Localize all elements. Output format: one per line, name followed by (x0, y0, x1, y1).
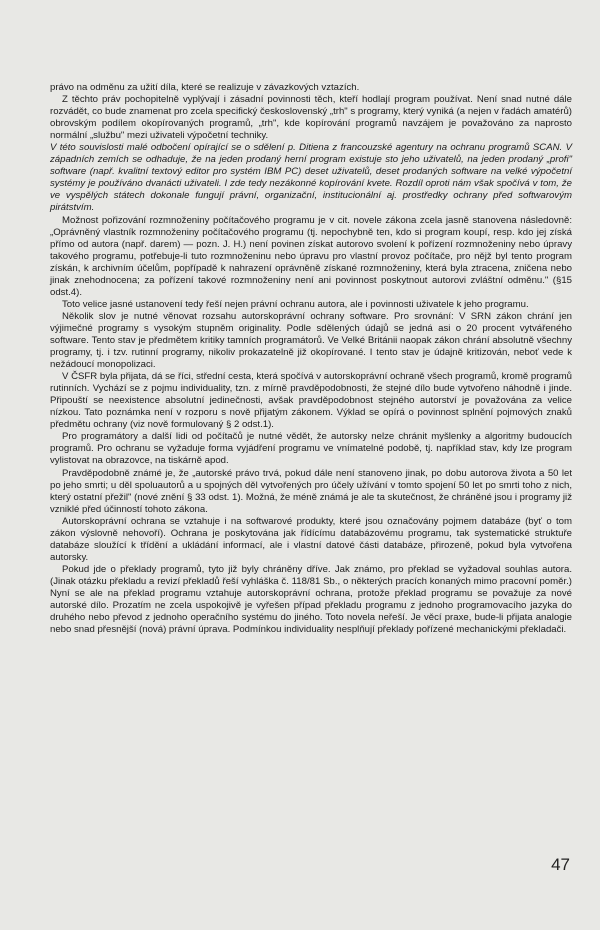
paragraph-4: Možnost pořizování rozmnoženiny počítačového programu je v cit. novele zákona zcela jasně stanovena následovně: „Oprávněný vlastník rozmnoženiny počítačového programu (tj. nepochybně ten, kdo si program koupí, resp. kdo jej získá přímo od autora (např. darem) — pozn. J. H.) není povinen získat autorovo svolení k pořízení rozmnoženiny nebo úpravy takového programu, potřebuje-li tuto rozmnoženinu nebo úpravu pro vlastní provoz počítače, pro nějž byl tento program získán, k archivním účelům, popřípadě k nahrazení oprávněně získané rozmnoženiny, která byla ztracena, zničena nebo jinak znehodnocena; za pořízení takové rozmnoženiny není ani povinnost poskytnout autorovi zvláštní odměnu." (§15 odst.4). (50, 214, 572, 298)
paragraph-11: Pokud jde o překlady programů, tyto již byly chráněny dříve. Jak známo, pro překlad se vyžadoval souhlas autora. (Jinak otázku překladu a revizí překladů řeší vyhláška č. 118/81 Sb., o některých pracích konaných mimo pracovní poměr.) Nyní se ale na překlad programu vztahuje autorskoprávní ochrana, protože překlad programu se považuje za nové autorské dílo. Prozatím ne zcela uspokojivě je vyřešen případ překladu programu z jednoho programovacího jazyka do druhého nebo převod z jednoho operačního systému do jiného. Toto novela neřeší. Je věcí praxe, bude-li přijata analogie nebo snad přesnější (nová) právní úprava. Podmínkou individuality nesplňují překlady pořízené mechanickými překladači. (50, 563, 572, 636)
paragraph-6: Několik slov je nutné věnovat rozsahu autorskoprávní ochrany software. Pro srovnání: V SRN zákon chrání jen výjimečné programy s vysokým stupněm originality. Podle sdělených údajů se jedná asi o 20 procent vytvářeného software. Tento stav je předmětem kritiky tamních programátorů. Ve Velké Británii naopak zákon chrání absolutně všechny programy, tj. i tzv. rutinní programy, nikoliv prokazatelně již okopírované. I tento stav je údajně kritizován, neboť vede k nežádoucí monopolizaci. (50, 310, 572, 371)
paragraph-8: Pro programátory a další lidi od počítačů je nutné vědět, že autorsky nelze chránit myšlenky a algoritmy budoucích programů. Pro ochranu se vyžaduje forma vyjádření programu ve vnímatelné podobě, tj. například stav, kdy lze program vylistovat na obrazovce, na tiskárně apod. (50, 431, 572, 467)
page-number: 47 (551, 855, 570, 874)
paragraph-5: Toto velice jasné ustanovení tedy řeší nejen právní ochranu autora, ale i povinnosti uživatele k jeho programu. (62, 298, 529, 310)
paragraph-1: právo na odměnu za užití díla, které se realizuje v závazkových vztazích. (50, 82, 360, 93)
paragraph-7: V ČSFR byla přijata, dá se říci, střední cesta, která spočívá v autorskoprávní ochraně všech programů, kromě programů rutinních. Vychází se z pojmu individuality, tzn. z mírně pravděpodobnosti, že stejné dílo bude vytvořeno náhodně i jinde. Připouští se neexistence absolutní jedinečnosti, avšak pravděpodobnost stejného autorství je považována za velice nízkou. Tato poznámka není v rozporu s nově přijatým zákonem. Výklad se opírá o povinnost splnění pojmových znaků předmětu ochrany (viz nově formulovaný § 2 odst.1). (50, 371, 572, 431)
paragraph-2: Z těchto práv pochopitelně vyplývají i zásadní povinnosti těch, kteří hodlají program používat. Není snad nutné dále rozvádět, co bude znamenat pro zcela specifický československý „trh" s programy, který vyniká (a nejen v řadách amatérů) obrovským podílem okopírovaných programů, „trh", kde kopírování programů navzájem je považováno za naprosto normální „službu" mezi uživateli výpočetní techniky. (50, 94, 572, 142)
paragraph-9: Pravděpodobně známé je, že „autorské právo trvá, pokud dále není stanoveno jinak, po dobu autorova života a 50 let po jeho smrti; u děl spoluautorů a u spojných děl vytvořených pro účely užívání v tomto spojení 50 let po smrti toho z nich, který ostatní přežil" (nové znění § 33 odst. 1). Možná, že méně známá je ale ta skutečnost, že chráněné jsou i programy již vzniklé před účinností tohoto zákona. (50, 467, 572, 515)
page-text (50, 82, 572, 636)
paragraph-3-italic-note: V této souvislosti malé odbočení opírající se o sdělení p. Ditiena z francouzské agentury na ochranu programů SCAN. V západních zemích se odhaduje, že na jeden prodaný herní program existuje sto jeho uživatelů, na jeden prodaný „profi" software (např. kvalitní textový editor pro systém IBM PC) deset uživatelů, deset prodaných software na velké výpočetní systémy je používáno dvanácti uživateli. I zde tedy nezákonné kopírování kvete. Rozdíl oproti nám však spočívá v tom, že ve vyspělých státech dokonale fungují právní, organizační, institucionální aj. prostředky ochrany před softwarovým pirátstvím. (50, 142, 572, 214)
paragraph-10: Autorskoprávní ochrana se vztahuje i na softwarové produkty, které jsou označovány pojmem databáze (byť o tom zákon výslovně nehovoří). Ochrana je poskytována jak řídícímu databázovému programu, tak systematické struktuře databáze sloužící k třídění a ukládání informací, ale i vlastní datové části databáze, přirozeně, pokud byla vytvořena autorsky. (50, 515, 572, 563)
